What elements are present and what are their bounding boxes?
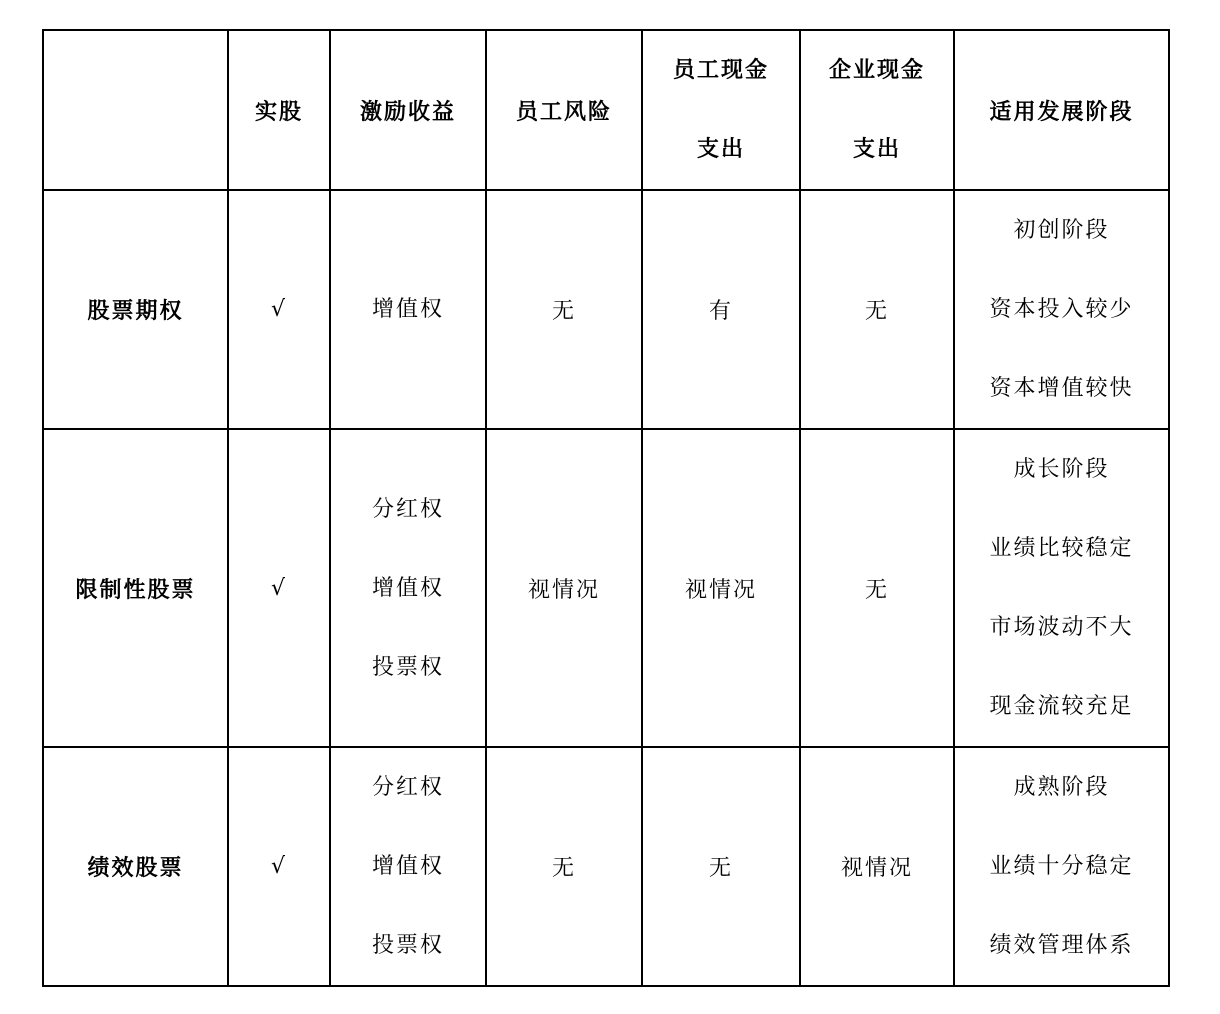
incentive-comparison-table xyxy=(42,29,1170,987)
stage-item: 业绩比较稳定 xyxy=(989,536,1134,561)
table-row xyxy=(43,190,1169,429)
stage-item: 业绩十分稳定 xyxy=(989,854,1134,879)
stage-item: 资本投入较少 xyxy=(989,297,1134,322)
row-name: 股票期权 xyxy=(43,190,228,429)
header-employee-cash-line-2: 支出 xyxy=(696,136,745,162)
stage-cell xyxy=(954,429,1169,747)
table-row xyxy=(43,747,1169,986)
header-row xyxy=(43,30,1169,190)
stage-cell xyxy=(954,190,1169,429)
employee-risk-cell: 视情况 xyxy=(486,429,642,747)
incentive-income-cell xyxy=(330,429,486,747)
header-employee-cash-line-1: 员工现金 xyxy=(672,57,769,83)
employee-cash-cell: 有 xyxy=(642,190,800,429)
company-cash-cell: 无 xyxy=(800,190,954,429)
income-item: 投票权 xyxy=(371,654,444,680)
stage-item: 绩效管理体系 xyxy=(989,933,1134,958)
income-item: 投票权 xyxy=(371,933,444,958)
employee-risk-cell: 无 xyxy=(486,747,642,986)
header-employee-risk: 员工风险 xyxy=(486,30,642,190)
header-empty-cell xyxy=(43,30,228,190)
income-item: 分红权 xyxy=(371,496,444,522)
stage-item: 市场波动不大 xyxy=(989,615,1134,640)
real-share-check: √ xyxy=(228,747,330,986)
real-share-check: √ xyxy=(228,190,330,429)
company-cash-cell: 视情况 xyxy=(800,747,954,986)
header-company-cash xyxy=(800,30,954,190)
employee-risk-cell: 无 xyxy=(486,190,642,429)
income-item: 分红权 xyxy=(371,775,444,800)
header-incentive-income: 激励收益 xyxy=(330,30,486,190)
header-employee-cash xyxy=(642,30,800,190)
income-item: 增值权 xyxy=(371,854,444,879)
table-row xyxy=(43,429,1169,747)
row-name: 绩效股票 xyxy=(43,747,228,986)
income-item: 增值权 xyxy=(371,575,444,601)
stage-item: 初创阶段 xyxy=(1013,218,1110,243)
stage-item: 成熟阶段 xyxy=(1013,775,1110,800)
company-cash-cell: 无 xyxy=(800,429,954,747)
header-applicable-stage: 适用发展阶段 xyxy=(954,30,1169,190)
stage-item: 成长阶段 xyxy=(1013,457,1110,482)
header-company-cash-line-1: 企业现金 xyxy=(828,57,925,83)
employee-cash-cell: 视情况 xyxy=(642,429,800,747)
real-share-check: √ xyxy=(228,429,330,747)
income-item: 增值权 xyxy=(371,297,444,322)
stage-item: 资本增值较快 xyxy=(989,376,1134,401)
header-company-cash-line-2: 支出 xyxy=(852,136,901,162)
row-name: 限制性股票 xyxy=(43,429,228,747)
incentive-income-cell xyxy=(330,190,486,429)
stage-item: 现金流较充足 xyxy=(989,694,1134,719)
employee-cash-cell: 无 xyxy=(642,747,800,986)
incentive-income-cell xyxy=(330,747,486,986)
stage-cell xyxy=(954,747,1169,986)
header-real-share: 实股 xyxy=(228,30,330,190)
